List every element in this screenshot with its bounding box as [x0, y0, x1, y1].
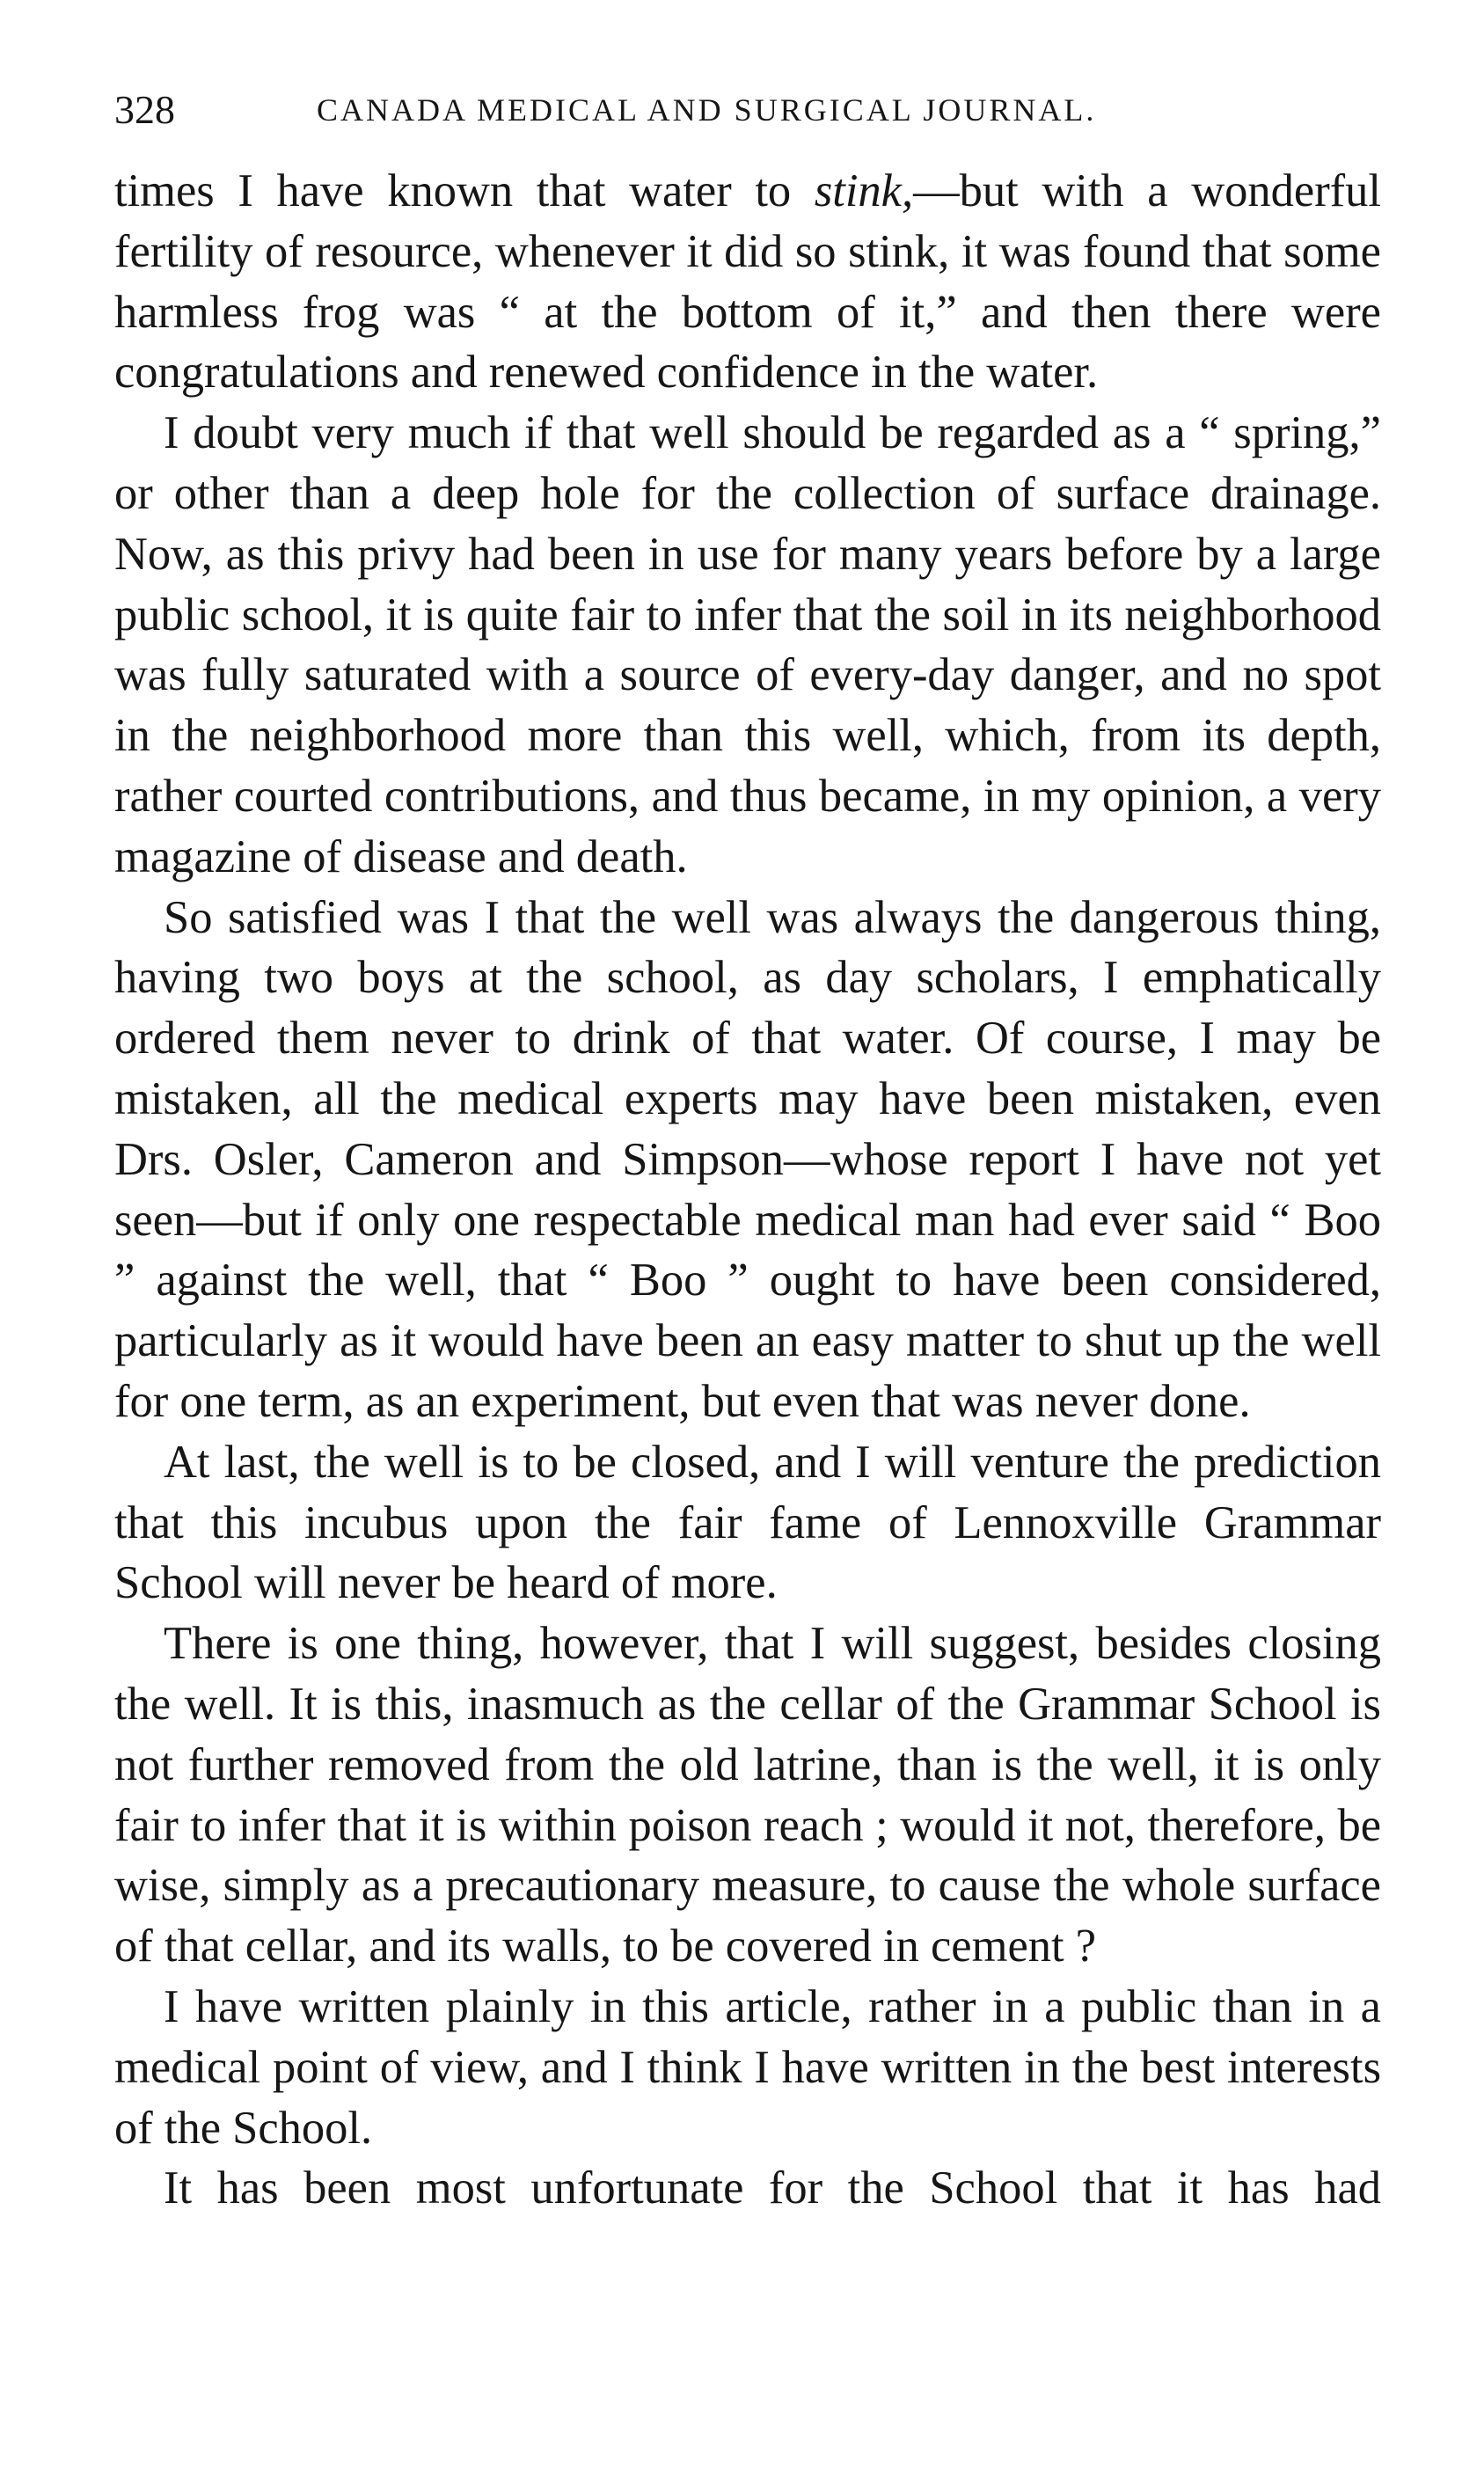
paragraph-well-closed: At last, the well is to be closed, and I will venture the prediction that this incubus upon the fair fame of Lennoxville Grammar School will never be heard of more. [114, 1436, 1381, 1609]
paragraph-text-end: —but with a wonderful fertility of resource, whenever it did so stink, it was found that some harmless frog was “ at the bottom of it,” and then there were congratulations and renewed confidence in the water. [114, 165, 1381, 399]
paragraph-cellar-suggestion: There is one thing, however, that I will suggest, besides closing the well. It is this, inasmuch as the cellar of the Grammar School is not further removed from the old latrine, than is the well, it is only fair to infer that it is within poison reach ; would it not, therefore, be wise, simply as a precautionary measure, to cause the whole surface of that cellar, and its walls, to be covered in cement ? [114, 1618, 1381, 1972]
article-body [114, 161, 1381, 2219]
paragraph-spring-doubt: I doubt very much if that well should be regarded as a “ spring,” or other than a deep hole for the collection of surface drainage. Now, as this privy had been in use for many years before by a large public school, it is quite fair to infer that the soil in its neighborhood was fully saturated with a source of every-day danger, and no spot in the neighborhood more than this well, which, from its depth, rather courted contributions, and thus became, in my opinion, a very magazine of disease and death. [114, 407, 1381, 882]
paragraph-written-plainly: I have written plainly in this article, rather in a public than in a medical point of view, and I think I have written in the best interests of the School. [114, 1980, 1381, 2154]
page-number: 328 [114, 87, 175, 132]
journal-title: CANADA MEDICAL AND SURGICAL JOURNAL. [317, 92, 1097, 128]
paragraph-well-water [114, 161, 1381, 403]
paragraph-unfortunate: It has been most unfortunate for the School that it has had [164, 2162, 1381, 2214]
emphasized-word: stink, [814, 165, 914, 216]
paragraph-text-start: times I have known that water to [114, 165, 815, 216]
paragraph-dangerous-well: So satisfied was I that the well was always the dangerous thing, having two boys at the school, as day scholars, I emphatically ordered them never to drink of that water. Of course, I may be mistaken, all the medical experts may have been mistaken, even Drs. Osler, Cameron and Simpson—whose report I have not yet seen—but if only one respectable medical man had ever said “ Boo ” against the well, that “ Boo ” ought to have been considered, particularly as it would have been an easy matter to shut up the well for one term, as an experiment, but even that was never done. [114, 891, 1381, 1427]
journal-page [114, 84, 1381, 2219]
running-head [114, 84, 1381, 136]
